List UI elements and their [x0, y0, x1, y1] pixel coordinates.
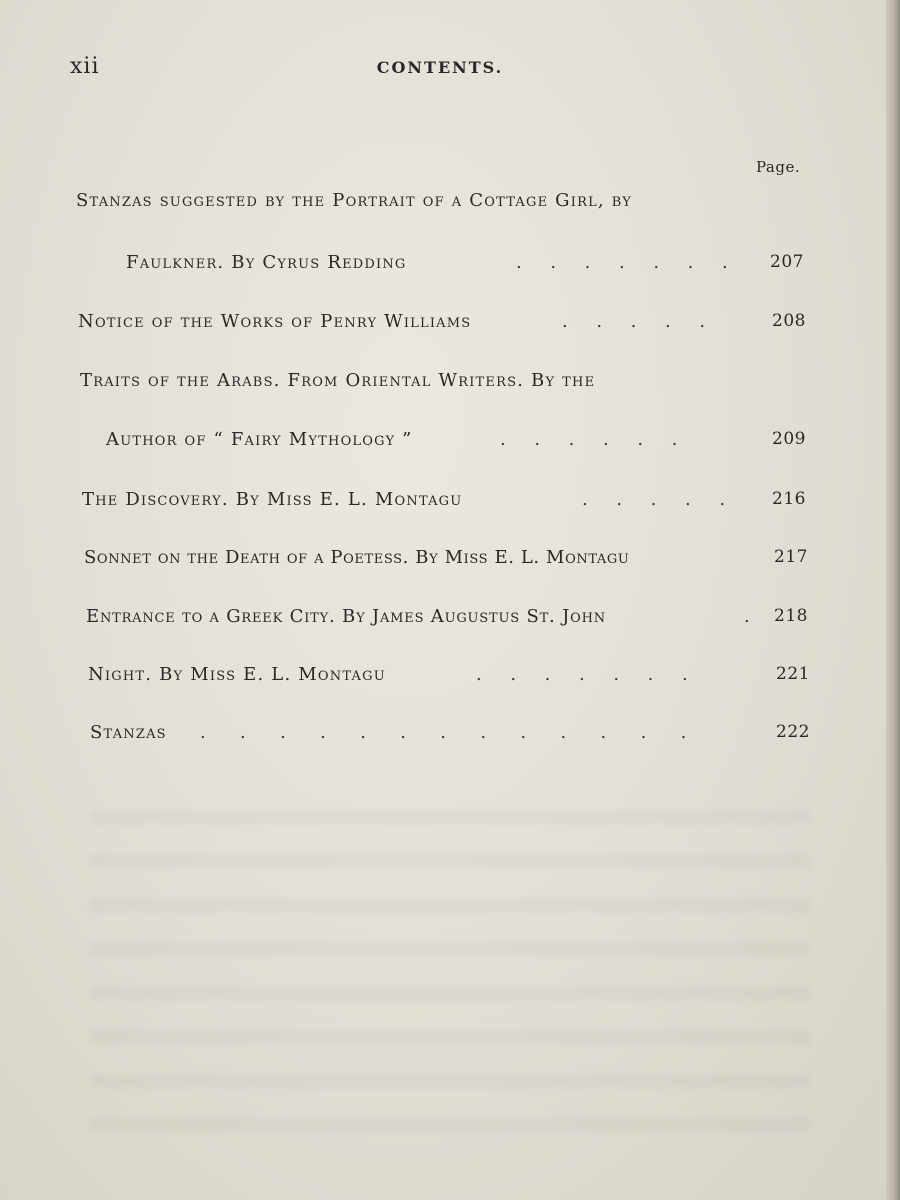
toc-page-number: 221 — [776, 664, 810, 684]
toc-page-number: 217 — [774, 547, 808, 567]
toc-entry-line — [76, 190, 776, 220]
dot-leader: . . . . . . . . . . . . . — [200, 722, 687, 743]
toc-entry-title: Stanzas suggested by the Portrait of a Cottage Girl, by — [76, 190, 633, 211]
toc-entry-line — [82, 489, 822, 519]
toc-entry-title: Faulkner. By Cyrus Redding — [126, 252, 407, 273]
dot-leader: . . . . . . — [500, 429, 678, 450]
dot-leader: . . . . . . . — [516, 252, 728, 273]
folio-number: xii — [70, 54, 100, 79]
toc-page-number: 218 — [774, 606, 808, 626]
toc-entry-line — [86, 606, 826, 636]
toc-page-number: 222 — [776, 722, 810, 742]
toc-entry-line — [78, 311, 818, 341]
toc-page-number: 207 — [770, 252, 804, 272]
running-head-title: CONTENTS. — [376, 58, 504, 77]
toc-entry-line — [80, 370, 780, 400]
toc-entry-title: Stanzas — [90, 722, 167, 743]
toc-entry-line — [88, 664, 828, 694]
toc-entry-line — [90, 722, 830, 752]
toc-entry-line — [80, 429, 820, 459]
dot-leader: . — [744, 606, 750, 627]
dot-leader: . . . . . . . — [476, 664, 688, 685]
page-header — [70, 54, 810, 84]
toc-entry-title: Night. By Miss E. L. Montagu — [88, 664, 386, 685]
toc-entry-title: Entrance to a Greek City. By James Augustus St. John — [86, 606, 606, 627]
page-edge — [886, 0, 900, 1200]
bleed-through-texture — [90, 780, 810, 1160]
toc-entry-title: Traits of the Arabs. From Oriental Writers. By the — [80, 370, 596, 391]
toc-entry-title: The Discovery. By Miss E. L. Montagu — [82, 489, 463, 510]
dot-leader: . . . . . — [562, 311, 706, 332]
page-column-label: Page. — [756, 158, 801, 176]
toc-entry-title: Sonnet on the Death of a Poetess. By Miss E. L. Montagu — [84, 547, 630, 568]
toc-page-number: 208 — [772, 311, 806, 331]
toc-entry-title: Notice of the Works of Penry Williams — [78, 311, 472, 332]
toc-page-number: 216 — [772, 489, 806, 509]
toc-entry-line — [84, 547, 824, 577]
toc-entry-title: Author of “ Fairy Mythology ” — [106, 429, 413, 450]
toc-page-number: 209 — [772, 429, 806, 449]
toc-entry-line — [76, 252, 816, 282]
dot-leader: . . . . . — [582, 489, 726, 510]
